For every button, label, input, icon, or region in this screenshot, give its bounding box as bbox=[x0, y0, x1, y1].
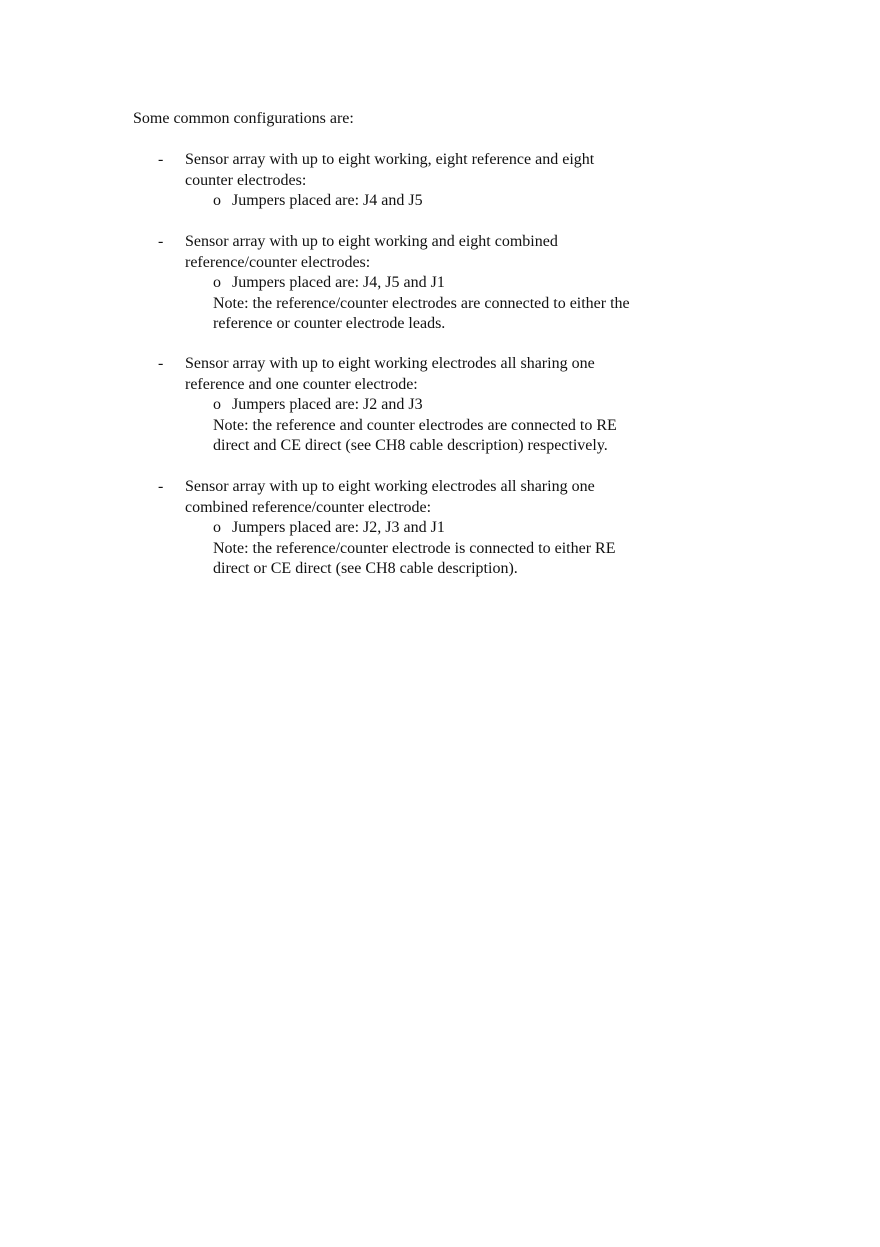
jumper-line bbox=[213, 273, 718, 294]
jumper-text: Jumpers placed are: J4, J5 and J1 bbox=[232, 274, 445, 291]
config-description: Sensor array with up to eight working and eight combined reference/counter electrodes: bbox=[185, 233, 558, 271]
config-note: Note: the reference and counter electrodes are connected to RE direct and CE direct (see CH8 cable description) respectively. bbox=[213, 416, 617, 454]
config-item-1 bbox=[158, 150, 718, 212]
jumper-text: Jumpers placed are: J2, J3 and J1 bbox=[232, 519, 445, 536]
intro-text: Some common configurations are: bbox=[133, 110, 354, 127]
bullet-dash: - bbox=[158, 355, 164, 372]
config-note: Note: the reference/counter electrodes are connected to either the reference or counter electrode leads. bbox=[213, 294, 630, 332]
sub-bullet: o bbox=[213, 519, 221, 536]
config-description: Sensor array with up to eight working electrodes all sharing one reference and one counter electrode: bbox=[185, 355, 595, 393]
config-description: Sensor array with up to eight working, eight reference and eight counter electrodes: bbox=[185, 151, 595, 189]
jumper-text: Jumpers placed are: J2 and J3 bbox=[232, 396, 423, 413]
sub-bullet: o bbox=[213, 274, 221, 291]
config-description: Sensor array with up to eight working electrodes all sharing one combined reference/counter electrode: bbox=[185, 478, 595, 516]
jumper-line bbox=[213, 191, 718, 212]
jumper-text: Jumpers placed are: J4 and J5 bbox=[232, 192, 423, 209]
jumper-line bbox=[213, 518, 718, 539]
jumper-line bbox=[213, 395, 718, 416]
config-item-3 bbox=[158, 354, 718, 457]
sub-bullet: o bbox=[213, 396, 221, 413]
sub-bullet: o bbox=[213, 192, 221, 209]
config-note: Note: the reference/counter electrode is connected to either RE direct or CE direct (see CH8 cable description). bbox=[213, 539, 616, 577]
bullet-dash: - bbox=[158, 233, 164, 250]
bullet-dash: - bbox=[158, 478, 164, 495]
bullet-dash: - bbox=[158, 151, 164, 168]
config-item-4 bbox=[158, 477, 718, 580]
config-item-2 bbox=[158, 232, 718, 335]
